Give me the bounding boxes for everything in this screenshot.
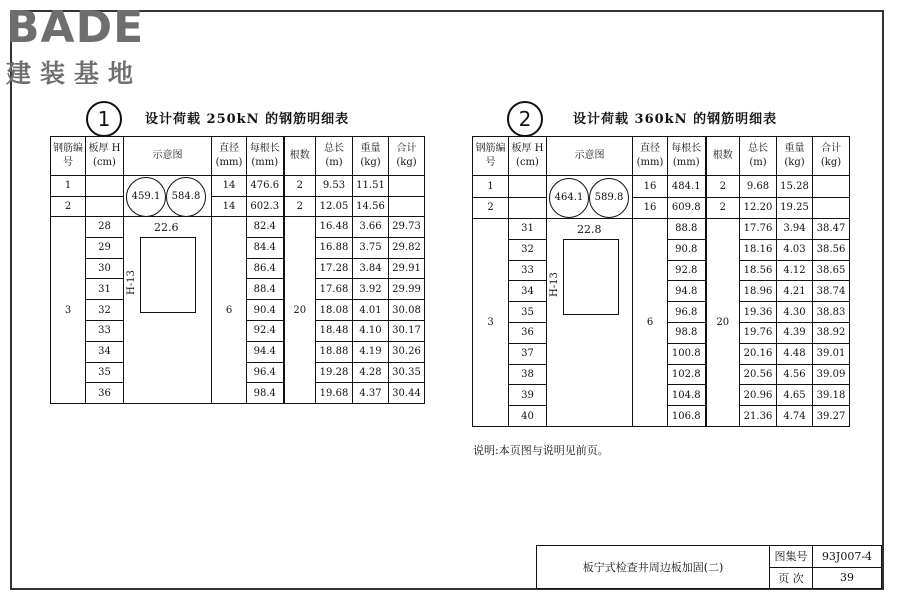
each-length-cell: 98.4	[247, 383, 284, 404]
each-length-cell: 96.8	[668, 302, 706, 323]
count-cell: 2	[706, 197, 740, 219]
total-length-cell: 18.48	[316, 320, 353, 341]
each-length-cell: 92.8	[668, 260, 706, 281]
weight-cell: 19.25	[777, 197, 813, 219]
header-sum: 合计 (kg)	[389, 137, 425, 176]
title-block	[536, 545, 882, 589]
header-count: 根数	[284, 137, 316, 176]
thickness-cell: 34	[86, 341, 124, 362]
thickness-cell: 36	[509, 322, 547, 343]
diameter-cell: 6	[633, 219, 668, 427]
sum-cell: 39.09	[813, 364, 850, 385]
sum-cell: 38.56	[813, 239, 850, 260]
thickness-cell: 31	[86, 279, 124, 300]
sum-cell: 38.74	[813, 281, 850, 302]
table-row	[51, 217, 425, 238]
total-length-cell: 12.05	[316, 196, 353, 217]
page-note: 说明:本页图与说明见前页。	[473, 444, 609, 457]
thickness-cell: 33	[86, 320, 124, 341]
bar-number: 3	[473, 219, 509, 427]
each-length-cell: 88.4	[247, 279, 284, 300]
each-length-cell: 90.4	[247, 300, 284, 321]
table-title: 设计荷载 360kN 的钢筋明细表	[573, 112, 778, 127]
weight-cell: 4.21	[777, 281, 813, 302]
sketch-rings	[124, 176, 212, 217]
table-header-row	[473, 137, 850, 176]
thickness-cell: 38	[509, 364, 547, 385]
total-length-cell: 19.76	[740, 322, 777, 343]
diameter-cell: 6	[212, 217, 247, 404]
total-length-cell: 18.88	[316, 341, 353, 362]
stirrup-shape	[563, 239, 619, 315]
weight-cell: 14.56	[353, 196, 389, 217]
thickness-cell: 34	[509, 281, 547, 302]
total-length-cell: 17.28	[316, 258, 353, 279]
table-row	[51, 176, 425, 197]
thickness-cell: 30	[86, 258, 124, 279]
drawing-title: 板宁式检查井周边板加固(二)	[537, 546, 770, 589]
ring-bar-label: 464.1	[549, 178, 589, 218]
thickness-cell: 28	[86, 217, 124, 238]
thickness-cell	[86, 176, 124, 197]
total-length-cell: 20.96	[740, 385, 777, 406]
weight-cell: 4.56	[777, 364, 813, 385]
header-total-len: 总长 (m)	[316, 137, 353, 176]
header-sketch: 示意图	[124, 137, 212, 176]
page-label: 页 次	[770, 567, 813, 589]
thickness-cell: 32	[509, 239, 547, 260]
weight-cell: 4.19	[353, 341, 389, 362]
weight-cell: 4.39	[777, 322, 813, 343]
weight-cell: 4.03	[777, 239, 813, 260]
sum-cell: 29.99	[389, 279, 425, 300]
header-weight: 重量 (kg)	[777, 137, 813, 176]
sum-cell	[389, 196, 425, 217]
thickness-cell: 29	[86, 237, 124, 258]
total-length-cell: 18.16	[740, 239, 777, 260]
diameter-cell: 14	[212, 196, 247, 217]
total-length-cell: 9.68	[740, 176, 777, 198]
header-bar-no: 钢筋编号	[473, 137, 509, 176]
stirrup-height-label: H-13	[126, 270, 137, 295]
sum-cell: 38.47	[813, 219, 850, 240]
header-thickness: 板厚 H (cm)	[509, 137, 547, 176]
table-row	[51, 196, 425, 217]
stirrup-width-label: 22.8	[577, 223, 602, 236]
ring-bar-label: 589.8	[589, 178, 629, 218]
total-length-cell: 19.68	[316, 383, 353, 404]
total-length-cell: 17.68	[316, 279, 353, 300]
each-length-cell: 106.8	[668, 406, 706, 427]
sum-cell: 29.91	[389, 258, 425, 279]
weight-cell: 4.48	[777, 343, 813, 364]
total-length-cell: 18.96	[740, 281, 777, 302]
weight-cell: 3.66	[353, 217, 389, 238]
sum-cell: 30.44	[389, 383, 425, 404]
stirrup-sketch	[124, 217, 211, 403]
header-bar-no: 钢筋编号	[51, 137, 86, 176]
thickness-cell: 37	[509, 343, 547, 364]
sum-cell: 38.83	[813, 302, 850, 323]
header-count: 根数	[706, 137, 740, 176]
stirrup-width-label: 22.6	[154, 221, 179, 234]
total-length-cell: 20.16	[740, 343, 777, 364]
total-length-cell: 18.08	[316, 300, 353, 321]
each-length-cell: 98.8	[668, 322, 706, 343]
ring-bar-label: 584.8	[166, 177, 206, 217]
atlas-value: 93J007-4	[813, 546, 882, 568]
header-thickness: 板厚 H (cm)	[86, 137, 124, 176]
each-length-cell: 92.4	[247, 320, 284, 341]
header-each-len: 每根长 (mm)	[247, 137, 284, 176]
total-length-cell: 19.36	[740, 302, 777, 323]
ring-bar-label: 459.1	[126, 177, 166, 217]
thickness-cell	[509, 197, 547, 219]
ring-sketch	[124, 176, 211, 216]
ring-sketch	[547, 176, 632, 218]
thickness-cell: 35	[86, 362, 124, 383]
sketch-stirrup	[547, 219, 633, 427]
bar-number: 1	[51, 176, 86, 197]
sum-cell: 38.92	[813, 322, 850, 343]
weight-cell: 4.10	[353, 320, 389, 341]
weight-cell: 4.65	[777, 385, 813, 406]
table-title: 设计荷载 250kN 的钢筋明细表	[145, 112, 350, 127]
each-length-cell: 602.3	[247, 196, 284, 217]
sum-cell: 29.82	[389, 237, 425, 258]
sum-cell	[813, 197, 850, 219]
sum-cell	[389, 176, 425, 197]
header-sum: 合计 (kg)	[813, 137, 850, 176]
thickness-cell	[86, 196, 124, 217]
thickness-cell: 31	[509, 219, 547, 240]
weight-cell: 15.28	[777, 176, 813, 198]
weight-cell: 3.92	[353, 279, 389, 300]
weight-cell: 4.12	[777, 260, 813, 281]
sketch-rings	[547, 176, 633, 219]
sum-cell: 39.01	[813, 343, 850, 364]
weight-cell: 4.37	[353, 383, 389, 404]
total-length-cell: 17.76	[740, 219, 777, 240]
each-length-cell: 476.6	[247, 176, 284, 197]
thickness-cell: 36	[86, 383, 124, 404]
sum-cell: 38.65	[813, 260, 850, 281]
header-weight: 重量 (kg)	[353, 137, 389, 176]
weight-cell: 3.75	[353, 237, 389, 258]
bar-number: 3	[51, 217, 86, 404]
each-length-cell: 609.8	[668, 197, 706, 219]
stirrup-sketch	[547, 219, 632, 426]
count-cell: 2	[284, 176, 316, 197]
table-header-row	[51, 137, 425, 176]
weight-cell: 3.94	[777, 219, 813, 240]
weight-cell: 4.30	[777, 302, 813, 323]
count-cell: 20	[284, 217, 316, 404]
total-length-cell: 16.48	[316, 217, 353, 238]
sketch-stirrup	[124, 217, 212, 404]
each-length-cell: 96.4	[247, 362, 284, 383]
logo-subtext: 建装基地	[6, 59, 143, 88]
bar-number: 2	[473, 197, 509, 219]
stirrup-shape	[140, 237, 196, 313]
header-diameter: 直径 (mm)	[633, 137, 668, 176]
total-length-cell: 16.88	[316, 237, 353, 258]
total-length-cell: 20.56	[740, 364, 777, 385]
diameter-cell: 16	[633, 197, 668, 219]
each-length-cell: 84.4	[247, 237, 284, 258]
table-row	[473, 197, 850, 219]
bade-logo	[6, 2, 145, 90]
total-length-cell: 12.20	[740, 197, 777, 219]
each-length-cell: 94.4	[247, 341, 284, 362]
each-length-cell: 86.4	[247, 258, 284, 279]
bar-number: 2	[51, 196, 86, 217]
sum-cell: 30.17	[389, 320, 425, 341]
each-length-cell: 102.8	[668, 364, 706, 385]
header-each-len: 每根长 (mm)	[668, 137, 706, 176]
logo-text: BADE	[6, 2, 145, 53]
total-length-cell: 9.53	[316, 176, 353, 197]
each-length-cell: 94.8	[668, 281, 706, 302]
header-diameter: 直径 (mm)	[212, 137, 247, 176]
weight-cell: 11.51	[353, 176, 389, 197]
diameter-cell: 16	[633, 176, 668, 198]
each-length-cell: 484.1	[668, 176, 706, 198]
thickness-cell: 32	[86, 300, 124, 321]
thickness-cell: 40	[509, 406, 547, 427]
each-length-cell: 100.8	[668, 343, 706, 364]
sum-cell: 30.08	[389, 300, 425, 321]
weight-cell: 4.74	[777, 406, 813, 427]
sum-cell: 39.27	[813, 406, 850, 427]
diameter-cell: 14	[212, 176, 247, 197]
count-cell: 2	[284, 196, 316, 217]
atlas-label: 图集号	[770, 546, 813, 568]
stirrup-height-label: H-13	[549, 272, 560, 297]
sum-cell: 29.73	[389, 217, 425, 238]
total-length-cell: 18.56	[740, 260, 777, 281]
each-length-cell: 82.4	[247, 217, 284, 238]
each-length-cell: 90.8	[668, 239, 706, 260]
weight-cell: 3.84	[353, 258, 389, 279]
rebar-table	[472, 136, 850, 427]
rebar-table	[50, 136, 425, 404]
table-row	[473, 176, 850, 198]
each-length-cell: 88.8	[668, 219, 706, 240]
table-number-circle: 2	[507, 101, 543, 137]
header-total-len: 总长 (m)	[740, 137, 777, 176]
each-length-cell: 104.8	[668, 385, 706, 406]
total-length-cell: 21.36	[740, 406, 777, 427]
thickness-cell: 39	[509, 385, 547, 406]
thickness-cell: 35	[509, 302, 547, 323]
page-value: 39	[813, 567, 882, 589]
thickness-cell	[509, 176, 547, 198]
total-length-cell: 19.28	[316, 362, 353, 383]
table-row	[473, 219, 850, 240]
sum-cell: 30.26	[389, 341, 425, 362]
sum-cell: 39.18	[813, 385, 850, 406]
weight-cell: 4.01	[353, 300, 389, 321]
count-cell: 20	[706, 219, 740, 427]
count-cell: 2	[706, 176, 740, 198]
weight-cell: 4.28	[353, 362, 389, 383]
sum-cell: 30.35	[389, 362, 425, 383]
table-number-circle: 1	[86, 101, 122, 137]
bar-number: 1	[473, 176, 509, 198]
thickness-cell: 33	[509, 260, 547, 281]
sum-cell	[813, 176, 850, 198]
header-sketch: 示意图	[547, 137, 633, 176]
